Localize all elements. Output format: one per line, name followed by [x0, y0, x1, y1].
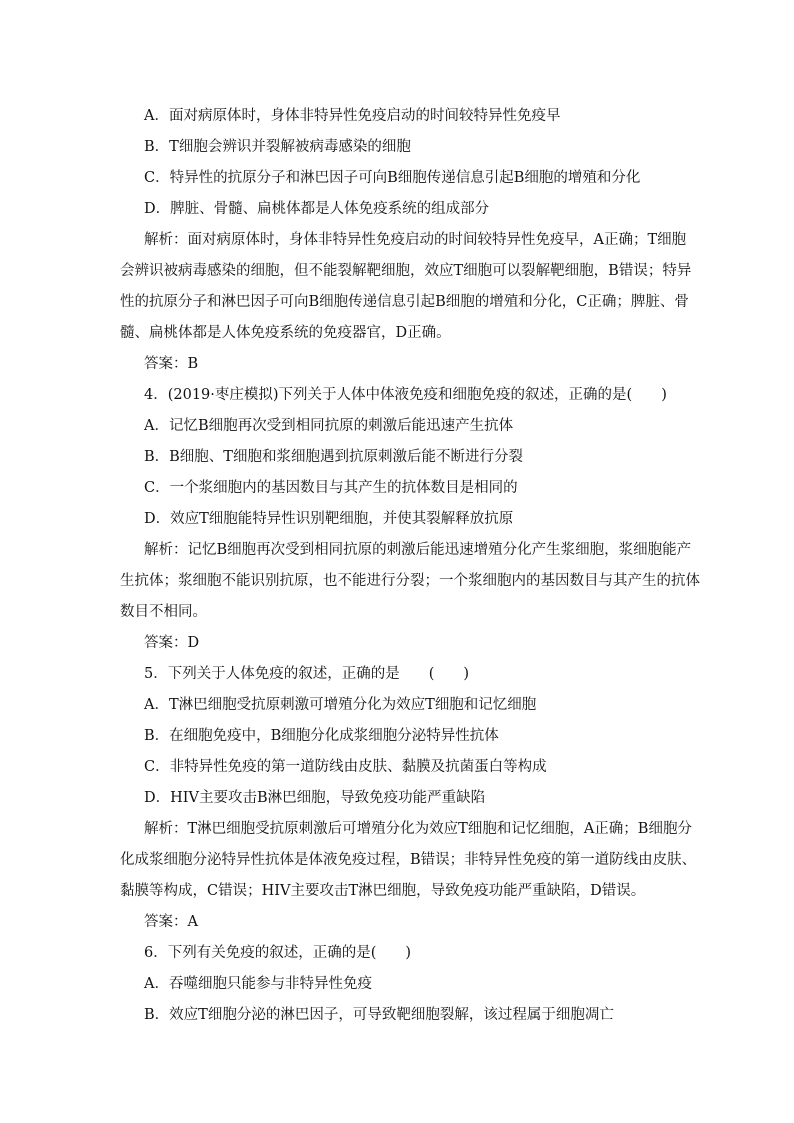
q3-option-c: C．特异性的抗原分子和淋巴因子可向B细胞传递信息引起B细胞的增殖和分化: [144, 170, 641, 186]
q5-analysis-line-2: 化成浆细胞分泌特异性抗体是体液免疫过程，B错误；非特异性免疫的第一道防线由皮肤、: [120, 852, 697, 868]
q4-answer: 答案：D: [144, 635, 200, 651]
q3-analysis-line-4: 髓、扁桃体都是人体免疫系统的免疫器官，D正确。: [120, 325, 451, 341]
q5-option-c: C．非特异性免疫的第一道防线由皮肤、黏膜及抗菌蛋白等构成: [144, 759, 547, 775]
q4-option-c: C．一个浆细胞内的基因数目与其产生的抗体数目是相同的: [144, 480, 518, 496]
q4-option-d: D．效应T细胞能特异性识别靶细胞，并使其裂解释放抗原: [144, 511, 514, 527]
q5-analysis-line-1: 解析：T淋巴细胞受抗原刺激后可增殖分化为效应T细胞和记忆细胞，A正确；B细胞分: [144, 821, 692, 837]
q3-answer: 答案：B: [144, 356, 199, 372]
q4-option-b: B．B细胞、T细胞和浆细胞遇到抗原刺激后能不断进行分裂: [144, 449, 523, 465]
q6-stem: 6．下列有关免疫的叙述，正确的是( ): [144, 945, 412, 961]
q5-option-a: A．T淋巴细胞受抗原刺激可增殖分化为效应T细胞和记忆细胞: [144, 697, 537, 713]
q4-option-a: A．记忆B细胞再次受到相同抗原的刺激后能迅速产生抗体: [144, 418, 514, 434]
q3-analysis-line-2: 会辨识被病毒感染的细胞，但不能裂解靶细胞，效应T细胞可以裂解靶细胞，B错误；特异: [120, 263, 692, 279]
q5-analysis-line-3: 黏膜等构成，C错误；HIV主要攻击T淋巴细胞，导致免疫功能严重缺陷，D错误。: [120, 883, 646, 899]
q4-analysis-line-2: 生抗体；浆细胞不能识别抗原，也不能进行分裂；一个浆细胞内的基因数目与其产生的抗体: [120, 573, 700, 589]
question-3: [120, 101, 692, 380]
q3-analysis-line-3: 性的抗原分子和淋巴因子可向B细胞传递信息引起B细胞的增殖和分化，C正确；脾脏、骨: [120, 294, 689, 310]
q5-stem: 5．下列关于人体免疫的叙述，正确的是 ( ): [144, 666, 470, 682]
question-4: [120, 380, 700, 659]
question-6: [120, 938, 680, 1031]
q5-option-d: D．HIV主要攻击B淋巴细胞，导致免疫功能严重缺陷: [144, 790, 486, 806]
q3-option-a: A．面对病原体时，身体非特异性免疫启动的时间较特异性免疫早: [144, 108, 561, 124]
q4-analysis-line-3: 数目不相同。: [120, 604, 207, 620]
q5-option-b: B．在细胞免疫中，B细胞分化成浆细胞分泌特异性抗体: [144, 728, 499, 744]
q6-option-b: B．效应T细胞分泌的淋巴因子，可导致靶细胞裂解，该过程属于细胞凋亡: [144, 1007, 614, 1023]
q4-analysis-line-1: 解析：记忆B细胞再次受到相同抗原的刺激后能迅速增殖分化产生浆细胞，浆细胞能产: [144, 542, 692, 558]
q3-analysis-line-1: 解析：面对病原体时，身体非特异性免疫启动的时间较特异性免疫早，A正确；T细胞: [144, 232, 687, 248]
q6-option-a: A．吞噬细胞只能参与非特异性免疫: [144, 976, 372, 992]
question-5: [120, 659, 697, 938]
question-content: [120, 101, 700, 1031]
q4-stem: 4．(2019·枣庄模拟)下列关于人体中体液免疫和细胞免疫的叙述，正确的是( ): [144, 387, 667, 403]
q3-option-b: B．T细胞会辨识并裂解被病毒感染的细胞: [144, 139, 411, 155]
q5-answer: 答案：A: [144, 914, 198, 930]
q3-option-d: D．脾脏、骨髓、扁桃体都是人体免疫系统的组成部分: [144, 201, 490, 217]
